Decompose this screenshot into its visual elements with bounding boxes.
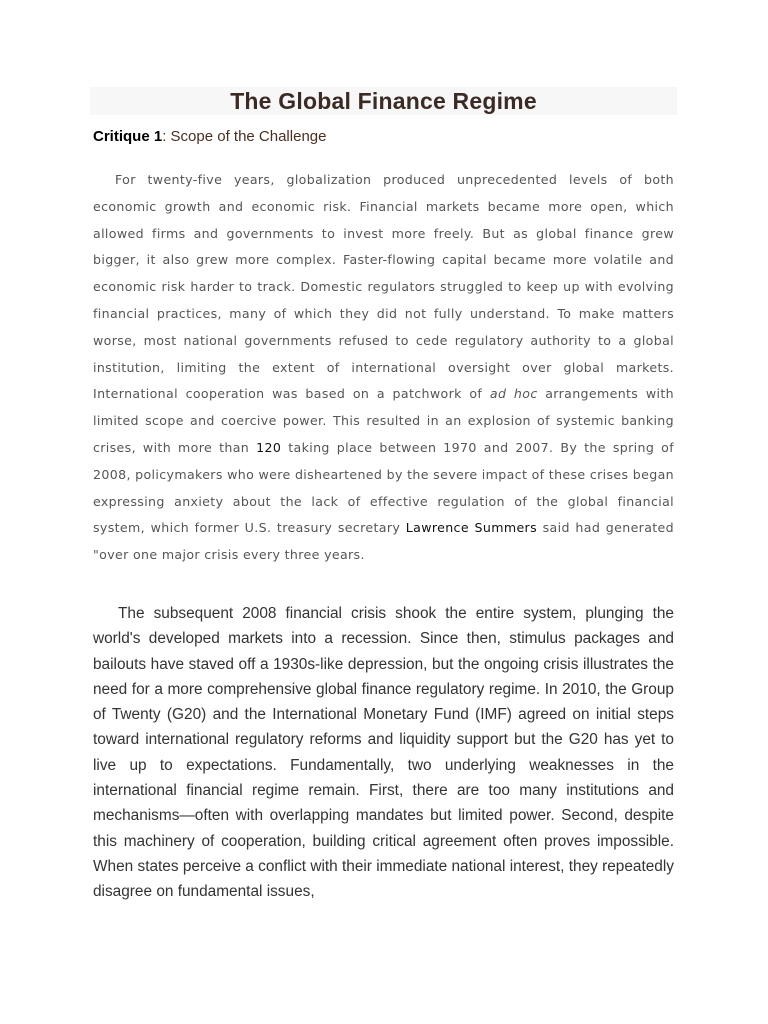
paragraph-1-person-name: Lawrence Summers <box>405 520 537 536</box>
body-paragraph-1 <box>93 167 674 569</box>
paragraph-1-text-c: taking place between 1970 and 2007. By the spring of 2008, policymakers who were disheartened by the severe impact of these crises began expressing anxiety about the lack of effective regulation of the global financial system, which former U.S. treasury secretary <box>93 439 675 536</box>
section-heading-lead: Critique 1 <box>93 128 163 145</box>
paragraph-1-text-d: said had generated "over one major crisis every three years. <box>93 520 674 563</box>
section-heading <box>93 127 326 147</box>
body-paragraph-2: The subsequent 2008 financial crisis shook the entire system, plunging the world's developed markets into a recession. Since then, stimulus packages and bailouts have staved off a 1930s-like depression, but the ongoing crisis illustrates the need for a more comprehensive global finance regulatory regime. In 2010, the Group of Twenty (G20) and the International Monetary Fund (IMF) agreed on initial steps toward international regulatory reforms and liquidity support but the G20 has yet to live up to expectations. Fundamentally, two underlying weaknesses in the international financial regime remain. First, there are too many institutions and mechanisms—often with overlapping mandates but limited power. Second, despite this machinery of cooperation, building critical agreement often proves impossible. When states perceive a conflict with their immediate national interest, they repeatedly disagree on fundamental issues, <box>93 605 674 901</box>
paragraph-1-italic-term: ad hoc <box>489 386 538 402</box>
document-title: The Global Finance Regime <box>230 88 537 114</box>
section-heading-rest: : Scope of the Challenge <box>162 128 327 145</box>
paragraph-1-text-a: For twenty-five years, globalization produced unprecedented levels of both economic growth and economic risk. Financial markets became more open, which allowed firms and governments to invest more freely. But as global finance grew bigger, it also grew more complex. Faster-flowing capital became more volatile and economic risk harder to track. Domestic regulators struggled to keep up with evolving financial practices, many of which they did not fully understand. To make matters worse, most national governments refused to cede regulatory authority to a global institution, limiting the extent of international oversight over global markets. International cooperation was based on a patchwork of <box>93 172 674 402</box>
paragraph-1-crisis-count: 120 <box>256 439 282 455</box>
paragraph-1-text-b: arrangements with limited scope and coercive power. This resulted in an explosion of systemic banking crises, with more than <box>93 386 674 455</box>
